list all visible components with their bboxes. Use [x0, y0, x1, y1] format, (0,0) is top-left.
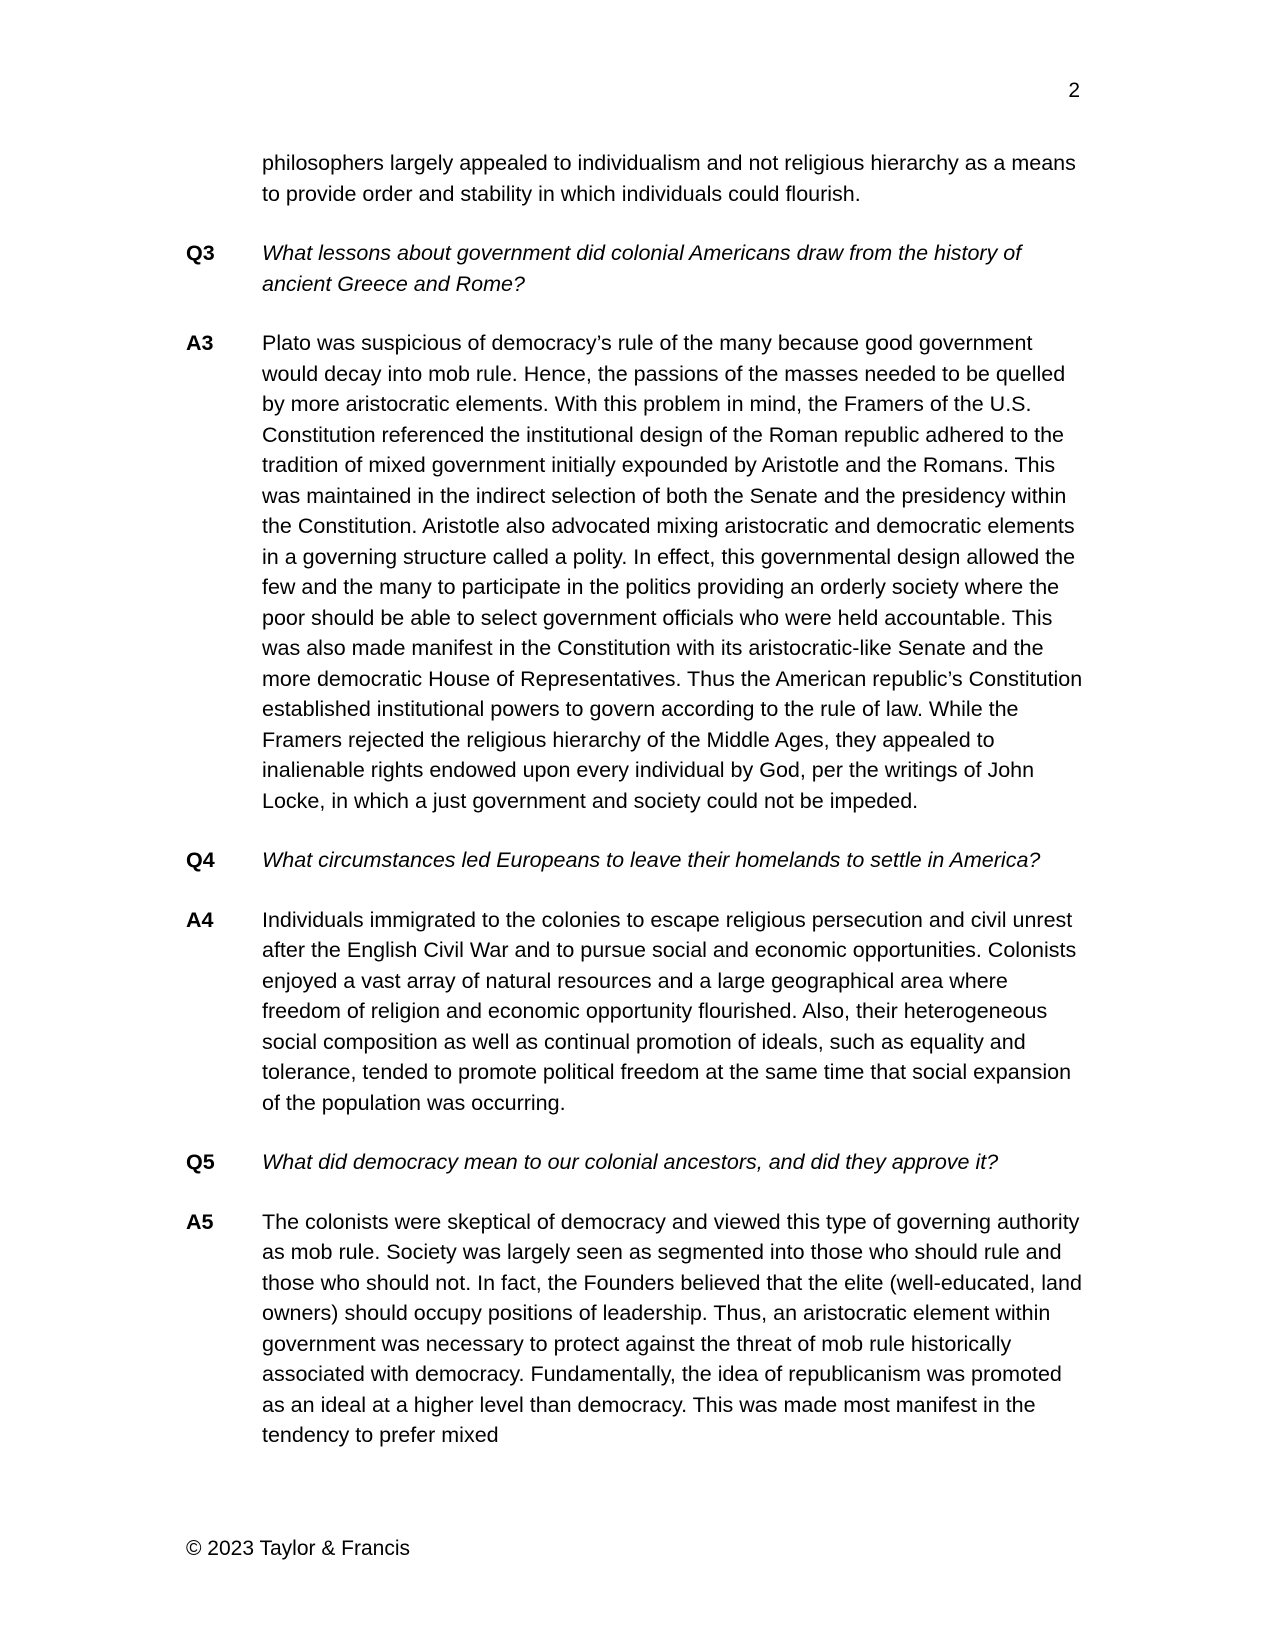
question-text: What did democracy mean to our colonial ancestors, and did they approve it?	[262, 1150, 999, 1174]
question-text: What lessons about government did colonial Americans draw from the history of ancient Greece and Rome?	[262, 241, 1022, 296]
continuation-paragraph: philosophers largely appealed to individualism and not religious hierarchy as a means to provide order and stability in which individuals could flourish.	[262, 151, 1076, 206]
question-q4	[186, 845, 1086, 876]
question-q3	[186, 238, 1086, 299]
answer-text: Plato was suspicious of democracy’s rule of the many because good government would decay into mob rule. Hence, the passions of the masses needed to be quelled by more aristocratic elements. With this problem in mind, the Framers of the U.S. Constitution referenced the institutional design of the Roman republic adhered to the tradition of mixed government initially expounded by Aristotle and the Romans. This was maintained in the indirect selection of both the Senate and the presidency within the Constitution. Aristotle also advocated mixing aristocratic and democratic elements in a governing structure called a polity. In effect, this governmental design allowed the few and the many to participate in the politics providing an orderly society where the poor should be able to select government officials who were held accountable. This was also made manifest in the Constitution with its aristocratic-like Senate and the more democratic House of Representatives. Thus the American republic’s Constitution established institutional powers to govern according to the rule of law. While the Framers rejected the religious hierarchy of the Middle Ages, they appealed to inalienable rights endowed upon every individual by God, per the writings of John Locke, in which a just government and society could not be impeded.	[262, 331, 1083, 813]
question-q5	[186, 1147, 1086, 1178]
qa-label: Q4	[186, 848, 215, 872]
qa-label: A3	[186, 331, 214, 355]
question-text: What circumstances led Europeans to leave their homelands to settle in America?	[262, 848, 1041, 872]
qa-label: Q5	[186, 1150, 215, 1174]
answer-text: Individuals immigrated to the colonies to escape religious persecution and civil unrest after the English Civil War and to pursue social and economic opportunities. Colonists enjoyed a vast array of natural resources and a large geographical area where freedom of religion and economic opportunity flourished. Also, their heterogeneous social composition as well as continual promotion of ideals, such as equality and tolerance, tended to promote political freedom at the same time that social expansion of the population was occurring.	[262, 907, 1077, 1115]
document-body	[186, 148, 1086, 1480]
qa-label: A5	[186, 1209, 214, 1234]
qa-label: Q3	[186, 241, 215, 265]
answer-a5	[186, 1207, 1086, 1451]
qa-label: A4	[186, 907, 214, 932]
copyright-footer: © 2023 Taylor & Francis	[186, 1537, 411, 1560]
page-number: 2	[1068, 79, 1080, 102]
answer-a4	[186, 905, 1086, 1119]
answer-text: The colonists were skeptical of democracy and viewed this type of governing authority as mob rule. Society was largely seen as segmented into those who should rule and those who should not. In fact, the Founders believed that the elite (well-educated, land owners) should occupy positions of leadership. Thus, an aristocratic element within government was necessary to protect against the threat of mob rule historically associated with democracy. Fundamentally, the idea of republicanism was promoted as an ideal at a higher level than democracy. This was made most manifest in the tendency to prefer mixed	[262, 1209, 1082, 1447]
answer-a3	[186, 328, 1086, 816]
